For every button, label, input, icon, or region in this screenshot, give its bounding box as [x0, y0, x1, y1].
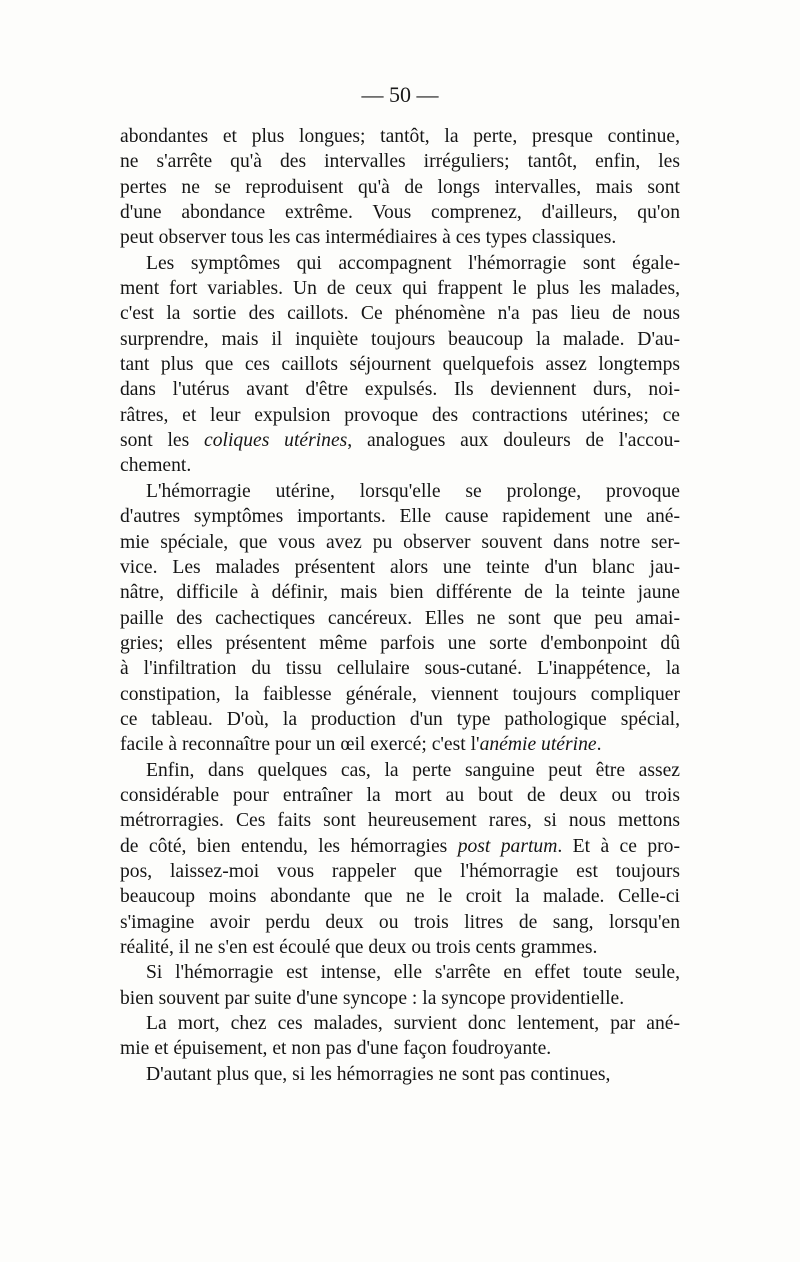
text-segment: . Et à ce pro- — [557, 835, 680, 857]
text-segment: . — [596, 734, 602, 756]
text-line: ce tableau. D'où, la production d'un type pathologique spécial, — [120, 708, 680, 730]
page-number: — 50 — — [361, 82, 439, 107]
text-segment: facile à reconnaître pour un œil exercé; c'est l' — [120, 734, 480, 756]
paragraph — [120, 1011, 680, 1062]
text-line: dans l'utérus avant d'être expulsés. Ils deviennent durs, noi- — [120, 379, 680, 401]
text-line: pos, laissez-moi vous rappeler que l'hémorragie est toujours — [120, 860, 680, 882]
text-line: constipation, la faiblesse générale, viennent toujours compliquer — [120, 683, 680, 705]
text-line: Les symptômes qui accompagnent l'hémorragie sont égale- — [146, 252, 680, 274]
text-line: râtres, et leur expulsion provoque des contractions utérines; ce — [120, 404, 680, 426]
paragraph — [120, 251, 680, 479]
text-line: ne s'arrête qu'à des intervalles irréguliers; tantôt, enfin, les — [120, 151, 680, 173]
text-line: considérable pour entraîner la mort au bout de deux ou trois — [120, 784, 680, 806]
text-line: nâtre, difficile à définir, mais bien différente de la teinte jaune — [120, 582, 680, 604]
paragraph — [120, 758, 680, 961]
text-line: pertes ne se reproduisent qu'à de longs intervalles, mais sont — [120, 176, 680, 198]
text-line: D'autant plus que, si les hémorragies ne sont pas continues, — [146, 1063, 611, 1085]
body-text — [120, 124, 680, 1087]
text-line: peut observer tous les cas intermédiaires à ces types classiques. — [120, 227, 617, 249]
text-line: à l'infiltration du tissu cellulaire sous-cutané. L'inappétence, la — [120, 658, 680, 680]
text-line — [120, 834, 680, 859]
text-line: La mort, chez ces malades, survient donc lentement, par ané- — [146, 1013, 680, 1035]
text-segment: , analogues aux douleurs de l'accou- — [347, 430, 680, 452]
paragraph — [120, 960, 680, 1011]
text-line: Enfin, dans quelques cas, la perte sanguine peut être assez — [146, 759, 680, 781]
text-line: gries; elles présentent même parfois une sorte d'embonpoint dû — [120, 632, 680, 654]
text-line: s'imagine avoir perdu deux ou trois litres de sang, lorsqu'en — [120, 911, 680, 933]
text-line: réalité, il ne s'en est écoulé que deux ou trois cents grammes. — [120, 937, 598, 958]
text-line: c'est la sortie des caillots. Ce phénomène n'a pas lieu de nous — [120, 303, 680, 325]
text-line: d'autres symptômes importants. Elle cause rapidement une ané- — [120, 506, 680, 528]
italic-term: coliques utérines — [204, 430, 348, 452]
text-line: bien souvent par suite d'une syncope : la syncope providentielle. — [120, 987, 625, 1009]
text-line: métrorragies. Ces faits sont heureusement rares, si nous mettons — [120, 810, 680, 832]
text-line: abondantes et plus longues; tantôt, la perte, presque continue, — [120, 126, 680, 147]
text-line: chement. — [120, 455, 192, 477]
paragraph — [120, 1062, 680, 1087]
italic-term: post partum — [457, 835, 558, 857]
text-line: surprendre, mais il inquiète toujours beaucoup la malade. D'au- — [120, 328, 680, 350]
text-line: vice. Les malades présentent alors une teinte d'un blanc jau- — [120, 556, 680, 578]
text-line: tant plus que ces caillots séjournent quelquefois assez longtemps — [120, 354, 680, 376]
text-line: L'hémorragie utérine, lorsqu'elle se prolonge, provoque — [146, 480, 680, 502]
text-line: mie spéciale, que vous avez pu observer souvent dans notre ser- — [120, 531, 680, 553]
italic-term: anémie utérine — [479, 734, 597, 756]
text-line: paille des cachectiques cancéreux. Elles ne sont que peu amai- — [120, 607, 680, 629]
text-line: beaucoup moins abondante que ne le croit la malade. Celle-ci — [120, 886, 680, 908]
text-line: Si l'hémorragie est intense, elle s'arrête en effet toute seule, — [146, 962, 680, 984]
text-line: ment fort variables. Un de ceux qui frappent le plus les malades, — [120, 278, 680, 300]
text-segment: de côté, bien entendu, les hémorragies — [120, 835, 458, 857]
text-line: d'une abondance extrême. Vous comprenez, d'ailleurs, qu'on — [120, 202, 680, 224]
text-segment: sont les — [120, 430, 205, 452]
text-line: mie et épuisement, et non pas d'une façon foudroyante. — [120, 1038, 552, 1060]
paragraph — [120, 479, 680, 758]
paragraph — [120, 124, 680, 251]
text-line — [120, 428, 680, 453]
text-line — [120, 732, 680, 757]
